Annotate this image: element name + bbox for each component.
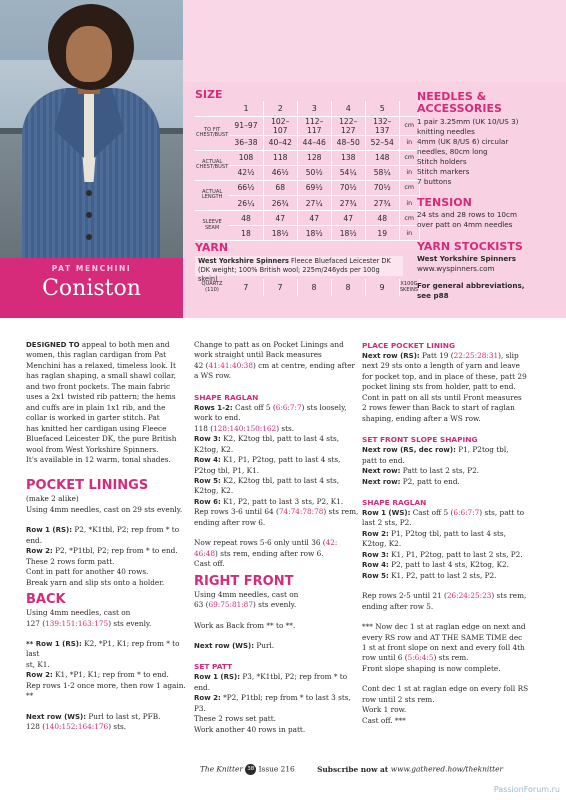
set-patt-heading: SET PATT: [194, 662, 233, 672]
table-cell: 128: [297, 150, 331, 165]
row-label: TO FIT CHEST/BUST: [195, 116, 229, 150]
size-col: 4: [331, 101, 365, 116]
list-item: knitting needles: [417, 127, 475, 136]
table-cell: 26¾: [263, 195, 297, 210]
table-cell: 54¼: [331, 165, 365, 180]
shape-raglan-heading: SHAPE RAGLAN: [362, 497, 427, 507]
table-cell: 48–50: [331, 135, 365, 150]
table-cell: 118: [263, 150, 297, 165]
table-cell: 58¼: [365, 165, 399, 180]
table-row: [195, 135, 419, 150]
quantity-cell: 8: [297, 279, 331, 296]
abbreviations-page: see p88: [417, 291, 449, 300]
quantity-cell: 7: [229, 279, 263, 296]
table-cell: 36–38: [229, 135, 263, 150]
column-1: DESIGNED TO appeal to both men and women, this raglan cardigan from Pat Menchini has a relaxed, timeless look. It has raglan shaping, a small shawl collar, and two front pockets. The main fabric uses a 2x1 twisted rib pattern; the hems and cuffs are in plain 1x1 rib, and the collar is worked in garter stitch. Pat has knitted her cardigan using Fleece Bluefaced Leicester DK, the pure British wool from West Yorkshire Spinners. It's available in 12 warm, tonal shades. POCKET LININGS (make 2 alike) Using 4mm needles, cast on 29 sts evenly. Row 1 (RS): P2, *K1tbl, P2; rep from * to end. Row 2: P2, *P1tbl, P2; rep from * to end. These 2 rows form patt. Cont in patt for another 40 rows. Break yarn and slip sts onto a holder. BACK Using 4mm needles, cast on 127 (139:151:163:175) sts evenly. ** Row 1 (RS): K2, *P1, K1; rep from * to last st, K1. Row 2: K1, *P1, K1; rep from * to end. Rep rows 1-2 once more, then row 1 again. ** Next row (WS): Purl to last st, PFB. 128 (140:152:164:176) sts.: [26, 340, 194, 733]
quantity-cell: 7: [263, 279, 297, 296]
intro-text: DESIGNED TO appeal to both men and: [26, 340, 170, 349]
table-cell: 66½: [229, 180, 263, 195]
table-row: [195, 180, 419, 195]
abbreviations-note: For general abbreviations,: [417, 281, 525, 290]
table-cell: 69½: [297, 180, 331, 195]
list-item: Stitch holders: [417, 157, 467, 166]
info-panel-top: [183, 0, 566, 82]
table-cell: 42½: [229, 165, 263, 180]
table-cell: 44–46: [297, 135, 331, 150]
row-label: ACTUAL LENGTH: [195, 180, 229, 210]
list-item: 4mm (UK 8/US 6) circular: [417, 137, 509, 146]
photo-button: [86, 212, 92, 218]
page-footer: [200, 764, 560, 775]
table-row: [195, 195, 419, 210]
issue-number: Issue 216: [258, 764, 295, 774]
unit-cell: cm: [399, 116, 419, 135]
table-cell: 52–54: [365, 135, 399, 150]
place-pocket-heading: PLACE POCKET LINING: [362, 341, 456, 350]
table-row: [195, 116, 419, 135]
unit-cell: cm: [399, 180, 419, 195]
unit-cell: cm: [399, 150, 419, 165]
back-heading: BACK: [26, 592, 66, 608]
table-cell: 19: [365, 226, 399, 241]
table-cell: 40–42: [263, 135, 297, 150]
tension-text: 24 sts and 28 rows to 10cm over patt on 4mm needles: [417, 210, 517, 229]
table-row: [195, 226, 419, 241]
table-cell: 27¾: [365, 195, 399, 210]
table-cell: 18½: [297, 226, 331, 241]
size-col: 1: [229, 101, 263, 116]
size-col: 2: [263, 101, 297, 116]
list-item: 1 pair 3.25mm (UK 10/US 3): [417, 117, 519, 126]
table-cell: 47: [263, 211, 297, 226]
size-table-header: [195, 101, 419, 116]
table-cell: 91–97: [229, 116, 263, 135]
photo-button: [86, 234, 92, 240]
front-slope-heading: SET FRONT SLOPE SHAPING: [362, 435, 478, 445]
unit-cell: in: [399, 165, 419, 180]
table-cell: 27¼: [297, 195, 331, 210]
stockist-name: West Yorkshire Spinners: [417, 254, 517, 263]
table-row: [195, 279, 419, 296]
pattern-title: Coniston: [42, 276, 141, 301]
table-cell: 70½: [365, 180, 399, 195]
stockists-text: [417, 254, 525, 301]
size-col: 5: [365, 101, 399, 116]
size-heading: SIZE: [195, 88, 223, 101]
yarn-quantity-table: [195, 279, 420, 296]
table-cell: 18½: [263, 226, 297, 241]
table-cell: 48: [365, 211, 399, 226]
table-cell: 50½: [297, 165, 331, 180]
yarn-description: [195, 256, 403, 283]
table-cell: 68: [263, 180, 297, 195]
page-number: 38: [245, 764, 256, 775]
row-label: SLEEVE SEAM: [195, 211, 229, 241]
needles-list: [417, 117, 518, 187]
table-row: [195, 150, 419, 165]
yarn-heading: YARN: [195, 241, 229, 254]
quantity-cell: 9: [365, 279, 399, 296]
column-2: Change to patt as on Pocket Linings and work straight until Back measures 42 (41:41:40:38) cm at centre, ending after a WS row. SHAPE RAGLAN Rows 1-2: Cast off 5 (6:6:7:7) sts loosely, work to end. 118 (128:140:150:162) sts. Row 3: K2, K2tog tbl, patt to last 4 sts, K2tog, K2. Row 4: K1, P1, P2tog, patt to last 4 sts, P2tog tbl, P1, K1. Row 5: K2, K2tog tbl, patt to last 4 sts, K2tog, K2. Row 6: K1, P2, patt to last 3 sts, P2, K1. Rep rows 3-6 until 64 (74:74:78:78) sts rem, ending after row 6. Now repeat rows 5-6 only until 36 (42: 46:48) sts rem, ending after row 6. Cast off. RIGHT FRONT Using 4mm needles, cast on 63 (69:75:81:87) sts evenly. Work as Back from ** to **. Next row (WS): Purl. SET PATT Row 1 (RS): P3, *K1tbl, P2; rep from * to end. Row 2: *P2, P1tbl; rep from * to last 3 sts, P3. These 2 rows set patt. Work another 40 rows in patt.: [194, 340, 362, 735]
stockist-url[interactable]: www.wyspinners.com: [417, 264, 495, 273]
shape-raglan-heading: SHAPE RAGLAN: [194, 392, 259, 402]
table-cell: 47: [297, 211, 331, 226]
table-cell: 47: [331, 211, 365, 226]
table-cell: 18½: [331, 226, 365, 241]
table-row: [195, 211, 419, 226]
photo-button: [86, 190, 92, 196]
table-cell: 112–117: [297, 116, 331, 135]
quantity-unit: X100G SKEINS: [399, 279, 419, 296]
designer-name: PAT MENCHINI: [51, 264, 132, 273]
subscribe-text: Subscribe now at: [317, 764, 391, 774]
table-cell: 18: [229, 226, 263, 241]
size-table: [195, 101, 420, 241]
pocket-linings-heading: POCKET LININGS: [26, 478, 149, 494]
size-col: 3: [297, 101, 331, 116]
list-item: Stitch markers: [417, 167, 470, 176]
row-label: ACTUAL CHEST/BUST: [195, 150, 229, 180]
yarn-brand: West Yorkshire Spinners: [198, 257, 289, 265]
subscribe-link[interactable]: www.gathered.how/theknitter: [390, 764, 504, 774]
magazine-name: The Knitter: [200, 764, 243, 774]
watermark: PassionForum.ru: [493, 785, 560, 794]
unit-cell: cm: [399, 211, 419, 226]
table-cell: 26¼: [229, 195, 263, 210]
yarn-name: Fleece Bluefaced Leicester DK: [288, 257, 391, 265]
table-cell: 148: [365, 150, 399, 165]
right-front-heading: RIGHT FRONT: [194, 573, 294, 589]
table-cell: 46½: [263, 165, 297, 180]
needles-heading: NEEDLES & ACCESSORIES: [417, 90, 502, 115]
table-cell: 48: [229, 211, 263, 226]
tension-heading: TENSION: [417, 196, 472, 209]
photo-model-face: [66, 26, 112, 82]
unit-cell: in: [399, 135, 419, 150]
column-3: PLACE POCKET LINING Next row (RS): Patt 19 (22:25:28:31), slip next 29 sts onto a length of yarn and leave for pocket top, and in place of these, patt 29 pocket lining sts from holder, patt to end. Cont in patt on all sts until Front measures 2 rows fewer than Back to start of raglan shaping, ending after a WS row. SET FRONT SLOPE SHAPING Next row (RS, dec row): P1, P2tog tbl, patt to end. Next row: Patt to last 2 sts, P2. Next row: P2, patt to end. SHAPE RAGLAN Row 1 (WS): Cast off 5 (6:6:7:7) sts, patt to last 2 sts, P2. Row 2: P1, P2tog tbl, patt to last 4 sts, K2tog, K2. Row 3: K1, P1, P2tog, patt to last 2 sts, P2. Row 4: P2, patt to last 4 sts, K2tog, K2. Row 5: K1, P2, patt to last 2 sts, P2. Rep rows 2-5 until 21 (26:24:25:23) sts rem, ending after row 5. *** Now dec 1 st at raglan edge on next and every RS row and AT THE SAME TIME dec 1 st at front slope on next and every foll 4th row until 6 (5:6:4:5) sts rem. Front slope shaping is now complete. Cont dec 1 st at raglan edge on every foll RS row until 2 sts rem. Work 1 row. Cast off. ***: [362, 340, 542, 726]
unit-cell: in: [399, 226, 419, 241]
quantity-label: QUARTZ (110): [201, 280, 223, 293]
yarn-spec: (DK weight; 100% British wool; 225m/246yds per 100g skein): [198, 266, 380, 283]
quantity-cell: 8: [331, 279, 365, 296]
table-cell: 108: [229, 150, 263, 165]
list-item: needles, 80cm long: [417, 147, 488, 156]
table-cell: 102–107: [263, 116, 297, 135]
stockists-heading: YARN STOCKISTS: [417, 240, 523, 253]
list-item: 7 buttons: [417, 177, 452, 186]
table-cell: 132–137: [365, 116, 399, 135]
table-cell: 138: [331, 150, 365, 165]
table-row: [195, 165, 419, 180]
unit-cell: in: [399, 195, 419, 210]
table-cell: 122–127: [331, 116, 365, 135]
table-cell: 70½: [331, 180, 365, 195]
table-cell: 27¾: [331, 195, 365, 210]
